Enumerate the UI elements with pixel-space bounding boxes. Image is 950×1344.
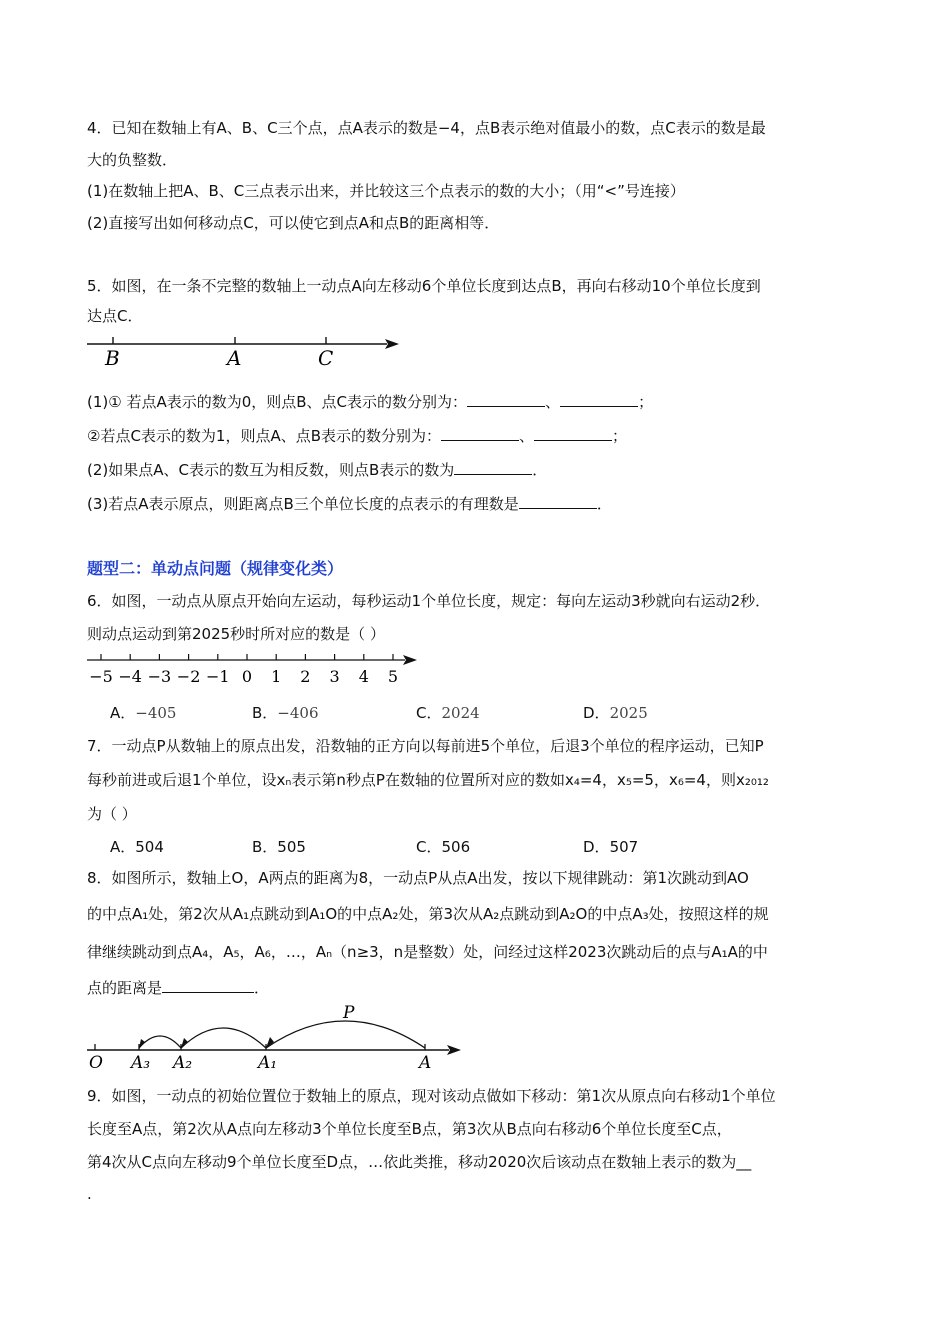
q5-line-2: 达点C． xyxy=(87,307,143,325)
q8-line-1: 8．如图所示，数轴上O，A两点的距离为8，一动点P从点A出发，按以下规律跳动：第1次跳动到AO xyxy=(87,869,749,887)
option-letter: C． xyxy=(416,704,442,722)
q8-label-o: O xyxy=(89,1053,103,1073)
q5-sub-1-sep: 、 xyxy=(545,393,561,411)
q5-line-1: 5．如图，在一条不完整的数轴上一动点A向左移动6个单位长度到达点B，再向右移动10个单位长度到 xyxy=(87,277,761,295)
q6-line-1: 6．如图，一动点从原点开始向左运动，每秒运动1个单位长度，规定：每向左运动3秒就向右运动2秒． xyxy=(87,592,771,610)
q5-label-c: C xyxy=(318,346,334,370)
q5-sub-3-text: (2)如果点A、C表示的数互为相反数，则点B表示的数为 xyxy=(87,461,455,479)
q5-sub-2 xyxy=(87,426,627,446)
q5-sub-4 xyxy=(87,494,612,514)
q8-line-2: 的中点A₁处，第2次从A₁点跳动到A₁O的中点A₂处，第3次从A₂点跳动到A₂O的中点A₃处，按照这样的规 xyxy=(87,905,769,923)
option-value: −405 xyxy=(135,704,177,722)
option-value: 504 xyxy=(135,838,164,856)
q5-number-line-figure xyxy=(87,330,407,370)
option-value: 2024 xyxy=(441,704,480,722)
q6-line-2: 则动点运动到第2025秒时所对应的数是（ ） xyxy=(87,625,385,643)
q5-axis-arrow xyxy=(385,339,399,349)
q5-sub-4-end: ． xyxy=(596,495,612,513)
q7-line-3: 为（ ） xyxy=(87,805,137,823)
q8-label-a: A xyxy=(419,1053,432,1073)
q8-label-a2: A₂ xyxy=(173,1053,193,1073)
q5-sub-3-blank xyxy=(454,460,532,475)
section-heading: 题型二：单动点问题（规律变化类） xyxy=(87,559,344,578)
q6-tick-label: −1 xyxy=(206,667,230,686)
q5-sub-3-end: ． xyxy=(532,461,548,479)
option-value: 505 xyxy=(277,838,306,856)
q8-jump-arc-2 xyxy=(181,1028,266,1048)
q5-label-a: A xyxy=(227,346,242,370)
q8-line-4-end: ． xyxy=(254,979,270,997)
q7-line-2: 每秒前进或后退1个单位，设xₙ表示第n秒点P在数轴的位置所对应的数如x₄=4，x₅=5，x₆=4，则x₂₀₁₂ xyxy=(87,771,769,789)
option-letter: D． xyxy=(583,838,610,856)
q5-sub-1-blank-1 xyxy=(467,392,545,407)
q6-tick-label: −5 xyxy=(89,667,113,686)
q9-line-3: 第4次从C点向左移动9个单位长度至D点，…依此类推，移动2020次后该动点在数轴上表示的数为__ xyxy=(87,1153,752,1171)
q8-line-3: 律继续跳动到点A₄，A₅，A₆，…，Aₙ（n≥3，n是整数）处，问经过这样2023次跳动后的点与A₁A的中 xyxy=(87,943,768,961)
q5-sub-1-end: ； xyxy=(638,393,654,411)
q8-line-4 xyxy=(87,978,269,998)
q6-tick-label: 3 xyxy=(329,667,340,686)
q5-sub-1-blank-2 xyxy=(560,392,638,407)
q8-jump-arrow-1 xyxy=(266,1037,274,1048)
option-letter: A． xyxy=(110,704,136,722)
q8-answer-blank xyxy=(162,978,254,993)
option-value: 506 xyxy=(441,838,471,856)
q9-line-1: 9．如图，一动点的初始位置位于数轴上的原点，现对该动点做如下移动：第1次从原点向右移动1个单位 xyxy=(87,1087,776,1105)
option-letter: C． xyxy=(416,838,442,856)
q8-jump-arc-3 xyxy=(139,1036,181,1048)
q5-sub-2-sep: 、 xyxy=(519,427,535,445)
q5-sub-2-text: ②若点C表示的数为1，则点A、点B表示的数分别为： xyxy=(87,427,442,445)
option-letter: B． xyxy=(252,704,278,722)
q6-axis-arrow xyxy=(403,655,417,665)
q8-line-4-text: 点的距离是 xyxy=(87,979,163,997)
q4-part-2: (2)直接写出如何移动点C，可以使它到点A和点B的距离相等． xyxy=(87,214,500,232)
q7-option-A[interactable] xyxy=(110,836,164,857)
option-letter: B． xyxy=(252,838,278,856)
q8-label-p: P xyxy=(343,1003,355,1023)
q8-jump-figure xyxy=(87,1000,467,1072)
option-value: 507 xyxy=(609,838,639,856)
q6-tick-label: 5 xyxy=(387,667,399,686)
q5-sub-4-text: (3)若点A表示原点，则距离点B三个单位长度的点表示的有理数是 xyxy=(87,495,519,513)
option-value: 2025 xyxy=(609,704,648,722)
q5-sub-2-end: ； xyxy=(612,427,628,445)
option-value: −406 xyxy=(277,704,319,722)
q6-option-B[interactable] xyxy=(252,702,319,723)
q8-jump-arc-1 xyxy=(266,1021,425,1048)
q9-line-2: 长度至A点，第2次从A点向左移动3个单位长度至B点，第3次从B点向右移动6个单位长度至C点， xyxy=(87,1120,732,1138)
q8-label-a3: A₃ xyxy=(131,1053,151,1073)
q6-tick-label: −4 xyxy=(118,667,142,686)
q7-option-C[interactable] xyxy=(416,836,470,857)
q5-sub-1-text: (1)① 若点A表示的数为0，则点B、点C表示的数分别为： xyxy=(87,393,468,411)
q6-option-D[interactable] xyxy=(583,702,648,723)
q4-line-2: 大的负整数． xyxy=(87,151,178,169)
q5-sub-1 xyxy=(87,392,653,412)
q6-option-C[interactable] xyxy=(416,702,480,723)
q5-sub-2-blank-2 xyxy=(534,426,612,441)
q6-option-A[interactable] xyxy=(110,702,176,723)
q6-tick-label: −3 xyxy=(147,667,172,686)
q5-sub-4-blank xyxy=(519,494,597,509)
q6-tick-label: 4 xyxy=(358,667,369,686)
q6-tick-label: −2 xyxy=(176,667,201,686)
q5-sub-2-blank-1 xyxy=(441,426,519,441)
q5-label-b: B xyxy=(105,346,120,370)
q6-number-line-figure xyxy=(87,650,427,686)
q4-part-1: (1)在数轴上把A、B、C三点表示出来，并比较这三个点表示的数的大小；（用“<”号连接） xyxy=(87,182,685,200)
q4-line-1: 4．已知在数轴上有A、B、C三个点，点A表示的数是−4，点B表示绝对值最小的数，点C表示的数是最 xyxy=(87,119,766,137)
q6-tick-label: 1 xyxy=(271,667,282,686)
q6-tick-label: 0 xyxy=(241,667,253,686)
q9-line-4: . xyxy=(87,1185,92,1203)
q6-tick-label: 2 xyxy=(300,667,311,686)
option-letter: A． xyxy=(110,838,136,856)
q8-label-a1: A₁ xyxy=(258,1053,278,1073)
q7-line-1: 7．一动点P从数轴上的原点出发，沿数轴的正方向以每前进5个单位，后退3个单位的程序运动，已知P xyxy=(87,737,764,755)
option-letter: D． xyxy=(583,704,610,722)
q5-sub-3 xyxy=(87,460,547,480)
q7-option-B[interactable] xyxy=(252,836,306,857)
q7-option-D[interactable] xyxy=(583,836,638,857)
q8-axis-arrow xyxy=(447,1045,461,1055)
